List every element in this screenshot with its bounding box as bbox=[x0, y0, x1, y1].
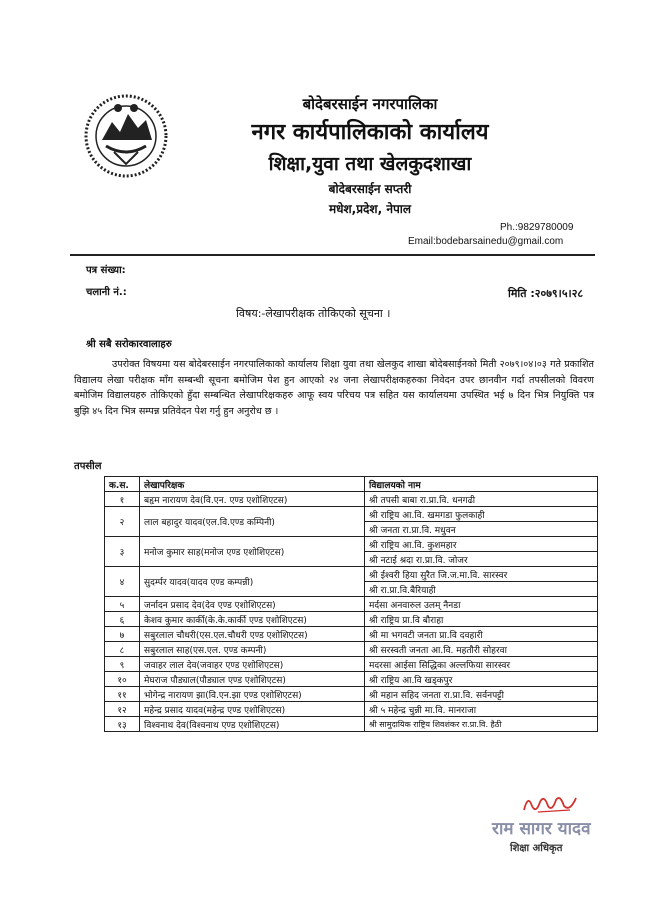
table-row bbox=[105, 492, 598, 507]
branch-name: शिक्षा,युवा तथा खेलकुदशाखा bbox=[268, 153, 472, 175]
auditor-cell: मनोज कुमार साह(मनोज एण्ड एशोशिएटस) bbox=[140, 537, 365, 567]
handwritten-signature bbox=[520, 792, 580, 816]
column-header-school: विद्यालयको नाम bbox=[365, 477, 598, 492]
school-cell: श्री राष्ट्रिय आ.वि. कुशमहार bbox=[365, 537, 598, 552]
auditor-assignment-table bbox=[104, 476, 598, 732]
column-header-auditor: लेखापरिक्षक bbox=[140, 477, 365, 492]
letter-subject: विषय:-लेखापरीक्षक तोकिएको सूचना । bbox=[236, 307, 391, 320]
table-row bbox=[105, 657, 598, 672]
serial-cell: १ bbox=[105, 492, 140, 507]
table-row bbox=[105, 597, 598, 612]
serial-cell: ११ bbox=[105, 687, 140, 702]
email-address: Email:bodebarsainedu@gmail.com bbox=[408, 236, 564, 247]
school-cell: मदरसा आईसा सिद्धिका अल्लफिया सारस्वर bbox=[365, 657, 598, 672]
officer-name-stamp: राम सागर यादव bbox=[492, 819, 591, 839]
school-cell: श्री नटाई श्रदा रा.प्रा.वि. जोजर bbox=[365, 552, 598, 567]
school-cell: श्री ५ महेन्द्र चुन्नी मा.वि. मानराजा bbox=[365, 702, 598, 717]
serial-cell: १० bbox=[105, 672, 140, 687]
auditor-cell: सबुरलाल साह(एस.एल. एण्ड कम्पनी) bbox=[140, 642, 365, 657]
auditor-cell: लाल बहादुर यादव(एल.वि.एण्ड कम्पिनी) bbox=[140, 507, 365, 537]
serial-cell: ६ bbox=[105, 612, 140, 627]
table-row bbox=[105, 507, 598, 522]
serial-cell: ४ bbox=[105, 567, 140, 597]
auditor-cell: केशव कुमार कार्की(के.के.कार्की एण्ड एशोशिएटस) bbox=[140, 612, 365, 627]
officer-title: शिक्षा अधिकृत bbox=[510, 843, 563, 854]
table-row bbox=[105, 642, 598, 657]
auditor-cell: बहृम नारायण देव(वि.एन. एण्ड एशोशिएटस) bbox=[140, 492, 365, 507]
auditor-cell: जवाहर लाल देव(जवाहर एण्ड एशोशिएटस) bbox=[140, 657, 365, 672]
table-row bbox=[105, 687, 598, 702]
serial-cell: ७ bbox=[105, 627, 140, 642]
letter-number-label: पत्र संख्या: bbox=[86, 265, 126, 276]
table-row bbox=[105, 567, 598, 582]
auditor-cell: सबुरलाल चौधरी(एस.एल.चौधरी एण्ड एशोशिएटस) bbox=[140, 627, 365, 642]
phone-number: Ph.:9829780009 bbox=[500, 222, 574, 233]
school-cell: श्री राष्ट्रिय आ.वि. खमगडा फुलकाही bbox=[365, 507, 598, 522]
serial-cell: २ bbox=[105, 507, 140, 537]
auditor-cell: भोगेन्द्र नारायण झा(वि.एन.झा एण्ड एशोशिएटस) bbox=[140, 687, 365, 702]
salutation: श्री सबै सरोकारवालाहरु bbox=[86, 339, 172, 350]
province-line: मधेश,प्रदेश, नेपाल bbox=[328, 202, 412, 216]
serial-cell: १२ bbox=[105, 702, 140, 717]
school-cell: श्री राष्ट्रिय आ.वि खड्कपुर bbox=[365, 672, 598, 687]
auditor-cell: जर्नादन प्रसाद देव(देव एण्ड एशोशिएटस) bbox=[140, 597, 365, 612]
letter-body bbox=[74, 357, 594, 419]
school-cell: श्री जनता रा.प्रा.वि. मधुवन bbox=[365, 522, 598, 537]
serial-cell: ३ bbox=[105, 537, 140, 567]
municipality-emblem-logo bbox=[78, 88, 174, 184]
serial-cell: ८ bbox=[105, 642, 140, 657]
school-cell: श्री ईश्वरी हिया सुरैत जि.ज.मा.वि. सारस्वर bbox=[365, 567, 598, 582]
serial-cell: १३ bbox=[105, 717, 140, 732]
auditor-cell: मेघराज पौड्याल(पौड्याल एण्ड एशोशिएटस) bbox=[140, 672, 365, 687]
municipality-name: बोदेबरसाईन नगरपालिका bbox=[302, 95, 438, 113]
column-header-serial: क.स. bbox=[105, 477, 140, 492]
dispatch-number-label: चलानी नं.: bbox=[86, 287, 127, 298]
auditor-cell: विश्वनाथ देव(विश्वनाथ एण्ड एशोशिएटस) bbox=[140, 717, 365, 732]
school-cell: श्री राष्ट्रिय प्रा.वि बौराहा bbox=[365, 612, 598, 627]
header-divider bbox=[70, 254, 595, 256]
location-line: बोदेबरसाईन सप्तरी bbox=[328, 182, 412, 196]
school-cell: श्री महान सहिद जनता रा.प्रा.वि. सर्वनपट्टी bbox=[365, 687, 598, 702]
school-cell: श्री तपसी बाबा रा.प्रा.वि. धनगढी bbox=[365, 492, 598, 507]
school-cell: मर्दसा अनवारुल उलम् नैनडा bbox=[365, 597, 598, 612]
table-row bbox=[105, 537, 598, 552]
tapsil-heading: तपसील bbox=[74, 461, 102, 472]
letter-body-text: उपरोक्त विषयमा यस बोदेबरसाईन नगरपालिकाको कार्यालय शिक्षा युवा तथा खेलकुद शाखा बोदेबसाईनको मिती २०७९।०४।०३ गते प्रकाशित विद्यालय लेखा परीक्षक माँग सम्बन्धी सूचना बमोजिम पेश हुन आएको २४ जना लेखापरीक्षकहरुका निवेदन उपर छानवीन गर्दा तपसीलको विवरण बमोजिम विद्यालयहरु तोकिएको हुँदा सम्बन्धित लेखापरिक्षकहरु आफू स्वय परिचय पत्र सहित यस कार्यालयमा उपस्थित भई ७ दिन भित्र नियुक्ति पत्र बुझि ४५ दिन भित्र सम्पन्न प्रतिवेदन पेश गर्नु हुन अनुरोध छ । bbox=[74, 359, 594, 417]
table-row bbox=[105, 612, 598, 627]
table-header-row bbox=[105, 477, 598, 492]
serial-cell: ५ bbox=[105, 597, 140, 612]
serial-cell: ९ bbox=[105, 657, 140, 672]
letter-date: मिति :२०७९।५।२८ bbox=[508, 287, 584, 300]
school-cell: श्री सरस्वती जनता आ.वि. महतौरी सोहरवा bbox=[365, 642, 598, 657]
school-cell: श्री मा भगवटी जनता प्रा.वि दवहारी bbox=[365, 627, 598, 642]
school-cell: श्री रा.प्रा.वि.बैरियाही bbox=[365, 582, 598, 597]
table-row bbox=[105, 672, 598, 687]
school-cell: श्री सामुदायिक राष्ट्रिय शिवशंकर रा.प्रा.वि. हैठी bbox=[365, 717, 598, 732]
auditor-cell: महेन्द्र प्रसाद यादव(महेन्द्र एण्ड एशोशिएटस) bbox=[140, 702, 365, 717]
table-row bbox=[105, 627, 598, 642]
auditor-cell: सुदर्म्पर यादव(यादव एण्ड कम्पन्नी) bbox=[140, 567, 365, 597]
table-row bbox=[105, 717, 598, 732]
table-row bbox=[105, 702, 598, 717]
office-name: नगर कार्यपालिकाको कार्यालय bbox=[251, 120, 489, 145]
